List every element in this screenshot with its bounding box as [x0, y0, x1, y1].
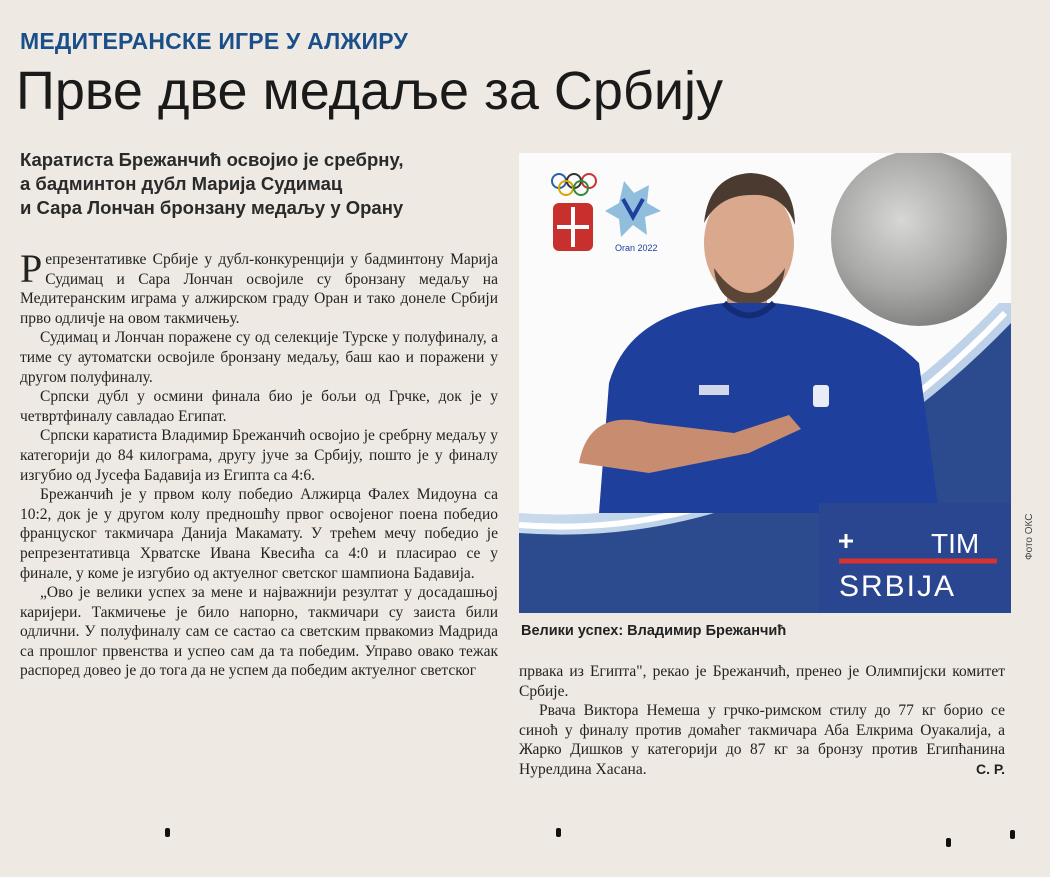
body-paragraph: Рвача Виктора Немеша у грчко-римском стилу до 77 кг борио се синоћ у финалу против домаћег такмичара Аба Елкрима Оуакалија, а Жарко Дишков у категорији до 87 кг за бронзу против Египћанина Нурелдина Хасана. С. Р. [519, 702, 1005, 778]
svg-text:TIM: TIM [931, 528, 980, 559]
body-paragraph: Српски дубл у осмини финала био је бољи од Грчке, док је у четвртфиналу савладао Египат. [20, 388, 498, 425]
athlete-photo-illustration [519, 153, 1011, 613]
serbian-coat-of-arms-icon [553, 203, 593, 251]
body-paragraph: Српски каратиста Владимир Брежанчић освојио је сребрну медаљу у категорији до 84 килограма, другу јуче за Србију, пошто је у финалу изгубио од Јусефа Бадавија из Египта са 4:6. [20, 427, 498, 484]
scan-speck [556, 828, 561, 837]
body-paragraph: Брежанчић је у првом колу победио Алжирца Фалех Мидоуна са 10:2, док је у другом колу предношћу првог освојеног поена победио француског такмичара Данија Макамату. У трећем мечу победио је репрезентативца Хрватске Ивана Квесића са 4:0 и пласирао се у финале, у коме је изгубио од актуелног светског шампиона Бадавија. [20, 486, 498, 582]
deck-line: Каратиста Брежанчић освојио је сребрну, [20, 149, 404, 170]
article-column-right [519, 662, 1005, 780]
article-byline: С. Р. [975, 760, 1005, 777]
svg-text:Oran 2022: Oran 2022 [615, 243, 658, 253]
article-kicker: МЕДИТЕРАНСКЕ ИГРЕ У АЛЖИРУ [20, 28, 408, 54]
body-paragraph: Судимац и Лончан поражене су од селекције Турске у полуфиналу, а тиме су аутоматски освојиле бронзану медаљу, баш као и поражени у другом полуфиналу. [20, 329, 498, 386]
article-deck [20, 148, 500, 220]
scan-speck [946, 838, 951, 847]
svg-text:SRBIJA: SRBIJA [839, 570, 957, 603]
tim-srbija-banner [819, 503, 1011, 613]
scan-speck [1010, 830, 1015, 839]
drop-cap: Р [20, 246, 43, 291]
body-paragraph: „Ово је велики успех за мене и најважнији резултат у досадашњој каријери. Такмичење је било напорно, такмичари су заиста били одлични. У полуфиналу сам се састао са светским првакомиз Мадрида са прошлог првенства и успео сам да та победим. Управо овако тежак распоред довео је до тога да не успем да победим актуелног светског [20, 584, 498, 680]
article-column-left [20, 246, 498, 681]
deck-line: и Сара Лончан бронзану медаљу у Орану [20, 197, 404, 218]
article-headline: Прве две медаље за Србију [16, 61, 723, 121]
scan-speck [165, 828, 170, 837]
photo-caption: Велики успех: Владимир Брежанчић [521, 623, 787, 639]
body-paragraph: Репрезентативке Србије у дубл-конкуренцији у бадминтону Марија Судимац и Сара Лончан освојиле су бронзану медаљу на Медитеранским играма у алжирском граду Оран и тако донеле Србији прво одличје на овом такмичењу. [20, 246, 498, 327]
photo-credit: Фото ОКС [1024, 513, 1035, 560]
silver-medal-shape [831, 153, 1007, 326]
deck-line: а бадминтон дубл Марија Судимац [20, 173, 343, 194]
body-paragraph: првака из Египта", рекао је Брежанчић, пренео је Олимпијски комитет Србије. [519, 663, 1005, 700]
article-photo [519, 153, 1011, 613]
